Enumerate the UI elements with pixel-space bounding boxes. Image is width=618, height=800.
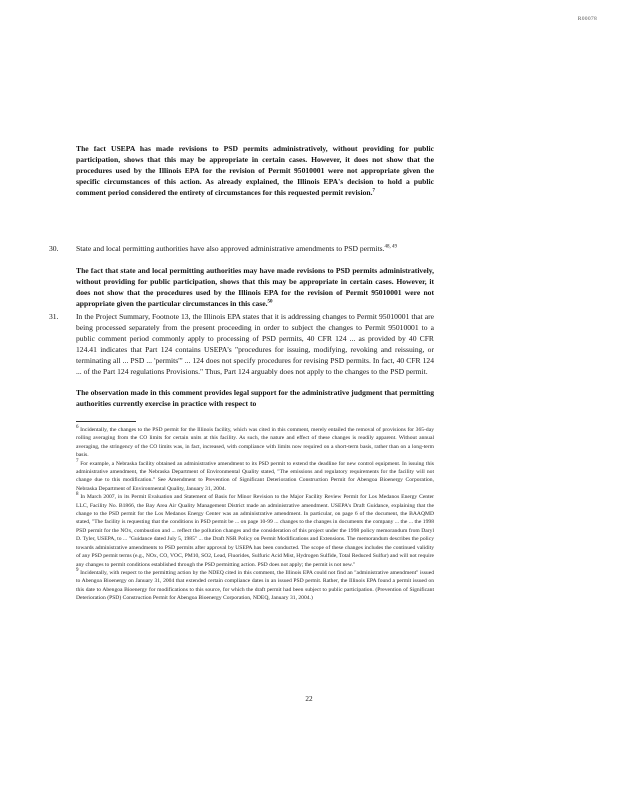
comment-31 [76,311,434,409]
comment-30-response-ref: 50 [267,299,273,305]
footnote-8: $^8$ In March 2007, in its Permit Evaluation and Statement of Basis for Minor Revision to the Major Facility Review Permit for Los Medanos Energy Center LLC, Facility No. B1866, the Bay Area Air Quality Management District made an administrative amendment. USEPA's Draft Guidance, explaining that the change to the PSD permit for the Los Medanos Energy Center was an administrative amendment. In particular, on page 6 of the document, the BAAQMD stated, "The facility is requesting that the conditions in PSD permit be ... on page 10-99 ... changes to the changes in documents the company ... the ... the 1998 PSD permit for the NOx, combustion and ... reflect the pollution changes and the consideration of this project under the 1998 policy memorandum from Daryl D. Tyler, USEPA, to ... "Guidance dated July 5, 1985" ... the Draft NSR Policy on Permit Modifications and Extensions. The memorandum describes the policy towards administrative amendments to PSD permits after approval by USEPA has been conducted. The scope of these changes includes the continued validity of any PSD permit terms (e.g., NOx, CO, VOC, PM10, SO2, Lead, Fluorides, Sulfuric Acid Mist, Hydrogen Sulfide, Total Reduced Sulfur) and will not require any changes to permit conditions established through the PSD permitting action. PSD does not apply; the permit is not new." [76,492,434,568]
footnote-9: $^9$ Incidentally, with respect to the permitting action by the NDEQ cited in this comment, the Illinois EPA could not find an "administrative amendment" issued to Abengoa Bioenergy on January 31, 2004 that extended certain compliance dates in an issued PSD permit. Rather, the Illinois EPA found a permit issued on this date to Abengoa Bioenergy for modifications to this source, for which the draft permit had been subject to public participation. (Prevention of Significant Deterioration (PSD) Construction Permit for Abengoa Bioenergy Corporation, NDEQ, January 31, 2004.) [76,568,434,602]
footnote-7: $^7$ For example, a Nebraska facility obtained an administrative amendment to its PSD permit to extend the deadline for new control equipment. In issuing this administrative amendment, the Nebraska Department of Environmental Quality stated, "The emissions and regulatory requirements for the facility will not change due to this modification." See Amendment to Prevention of Significant Deterioration Construction Permit for Abengoa Bioenergy Corporation, Nebraska Department of Environmental Quality, January 31, 2004. [76,458,434,492]
comment-31-response: The observation made in this comment provides legal support for the administrative judgment that permitting authorities currently exercise in practice with respect to [76,388,434,408]
footnote-6: $^6$ Incidentally, the changes to the PSD permit for the Illinois facility, which was cited in this comment, merely entailed the removal of provisions for 365-day rolling averaging from the CO limits for certain units at this facility. As such, the nature and effect of these changes is readily apparent. Without annual averaging, the stringency of the CO limits was, in fact, increased, with compliance with limits now required on a short-term basis, rather than on a long-term basis. [76,425,434,459]
page-number: 22 [305,695,313,703]
footnote-ref-7: 7 [372,188,376,194]
comment-30 [76,243,434,309]
comment-number-31: 31. [49,312,59,321]
comment-number-30: 30. [49,244,59,253]
comment-31-text: In the Project Summary, Footnote 13, the Illinois EPA states that it is addressing changes to Permit 95010001 that are being processed separately from the present proceeding in order to subject the changes to Permit 95010001 to a public comment period commonly apply to processing of PSD permits, 40 CFR 124 ... as provided by 40 CFR 124.41 indicates that Part 124 contains USEPA's "procedures for issuing, modifying, revoking and reissuing, or terminating all ... PSD ... 'permits'" ... 124 does not specify procedures for revising PSD permits. In fact, 40 CFR 124 ... of the Part 124 regulations Provisions." Thus, Part 124 arguably does not apply to the changes to the PSD permit. [76,312,434,376]
comment-30-refs: 48, 49 [384,244,398,250]
response-paragraph-intro [76,143,434,198]
comment-30-text: State and local permitting authorities have also approved administrative amendments to PSD permits.$^{48, 49}$ [76,244,398,253]
response-intro-text: The fact USEPA has made revisions to PSD permits administratively, without providing for public participation, shows that this may be appropriate in certain cases. However, it does not show that the procedures used by the Illinois EPA for the revision of Permit 95010001 were not appropriate given the specific circumstances of this action. As already explained, the Illinois EPA's decision to hold a public comment period considered the entirety of circumstances for this requested permit revision. [76,144,434,197]
footnotes [76,426,434,603]
comment-30-response: The fact that state and local permitting authorities may have made revisions to PSD permits administratively, without providing for public participation, shows that this may be appropriate in certain cases. However, it does not show that the procedures used by the Illinois EPA for the revision of Permit 95010001 were not appropriate given the particular circumstances in this case.$^{50}$ [76,266,434,308]
footnote-separator [76,421,136,422]
bates-number: R00078 [577,16,597,22]
